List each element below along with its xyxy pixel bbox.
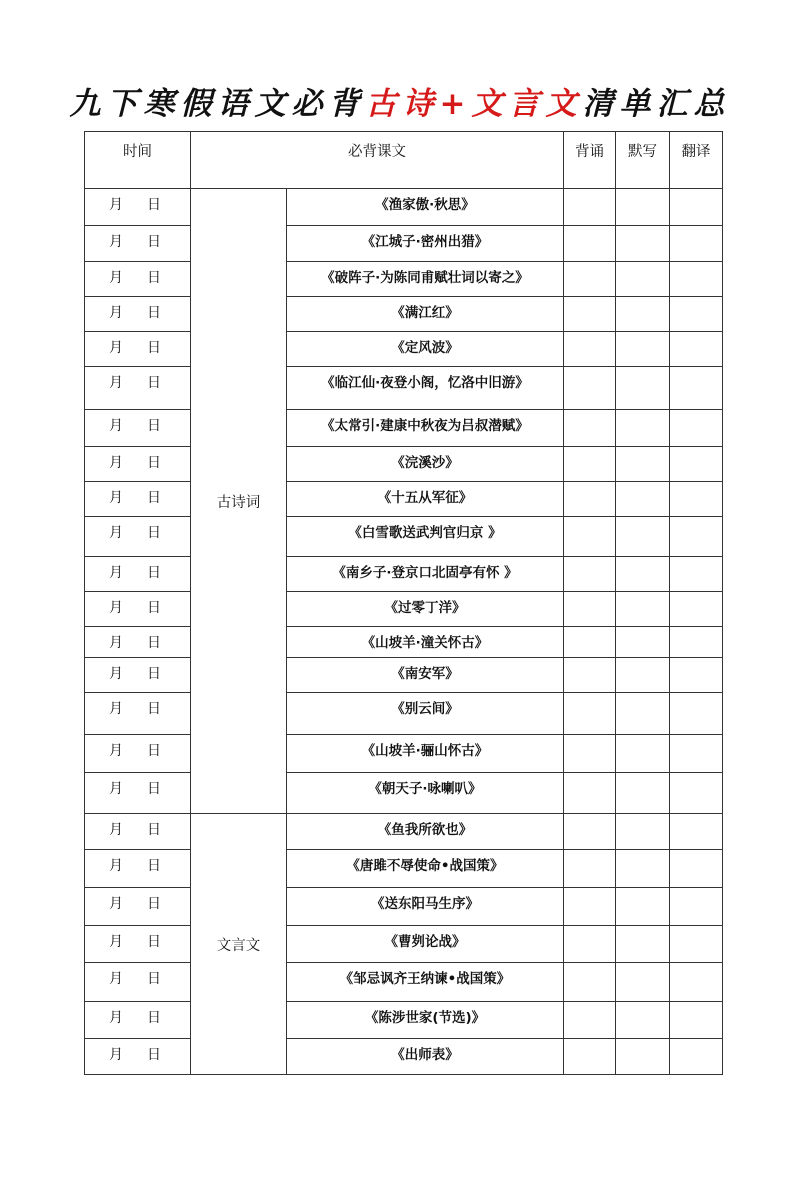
date-cell <box>85 482 191 517</box>
month-label: 月 <box>109 600 123 616</box>
date-cell <box>85 367 191 410</box>
table-row <box>85 410 723 447</box>
text-title-cell: 《定风波》 <box>287 332 564 367</box>
dictate-checkbox-cell[interactable] <box>616 814 670 850</box>
table-row <box>85 735 723 773</box>
text-title-cell: 《山坡羊·潼关怀古》 <box>287 627 564 658</box>
translate-checkbox-cell[interactable] <box>670 814 723 850</box>
recite-checkbox-cell[interactable] <box>564 963 616 1002</box>
day-label: 日 <box>147 666 161 682</box>
day-label: 日 <box>147 934 161 950</box>
header-dictate: 默写 <box>616 132 670 189</box>
recite-checkbox-cell[interactable] <box>564 693 616 735</box>
table-row <box>85 482 723 517</box>
recite-checkbox-cell[interactable] <box>564 226 616 262</box>
table-row <box>85 888 723 926</box>
text-title-cell: 《十五从军征》 <box>287 482 564 517</box>
month-label: 月 <box>109 525 123 541</box>
title-part-1: 九下寒假语文必背 <box>69 86 366 122</box>
day-label: 日 <box>147 490 161 506</box>
dictate-checkbox-cell[interactable] <box>616 926 670 963</box>
recite-checkbox-cell[interactable] <box>564 627 616 658</box>
day-label: 日 <box>147 781 161 797</box>
recite-checkbox-cell[interactable] <box>564 517 616 557</box>
date-cell <box>85 963 191 1002</box>
table-row <box>85 447 723 482</box>
date-cell <box>85 888 191 926</box>
text-title-cell: 《南安军》 <box>287 658 564 693</box>
date-cell <box>85 850 191 888</box>
dictate-checkbox-cell[interactable] <box>616 447 670 482</box>
month-label: 月 <box>109 197 123 213</box>
day-label: 日 <box>147 305 161 321</box>
translate-checkbox-cell[interactable] <box>670 557 723 592</box>
table-row <box>85 926 723 963</box>
day-label: 日 <box>147 418 161 434</box>
month-label: 月 <box>109 858 123 874</box>
translate-checkbox-cell[interactable] <box>670 517 723 557</box>
table-row <box>85 592 723 627</box>
title-part-3: 清单汇总 <box>582 86 731 122</box>
translate-checkbox-cell[interactable] <box>670 592 723 627</box>
day-label: 日 <box>147 375 161 391</box>
category-cell: 古诗词 <box>191 189 287 814</box>
dictate-checkbox-cell[interactable] <box>616 482 670 517</box>
date-cell <box>85 1039 191 1075</box>
translate-checkbox-cell[interactable] <box>670 1002 723 1039</box>
table-row <box>85 693 723 735</box>
recite-checkbox-cell[interactable] <box>564 332 616 367</box>
date-cell <box>85 627 191 658</box>
date-cell <box>85 814 191 850</box>
date-cell <box>85 773 191 814</box>
day-label: 日 <box>147 197 161 213</box>
day-label: 日 <box>147 635 161 651</box>
translate-checkbox-cell[interactable] <box>670 963 723 1002</box>
translate-checkbox-cell[interactable] <box>670 693 723 735</box>
text-title-cell: 《浣溪沙》 <box>287 447 564 482</box>
day-label: 日 <box>147 896 161 912</box>
date-cell <box>85 693 191 735</box>
dictate-checkbox-cell[interactable] <box>616 297 670 332</box>
recite-checkbox-cell[interactable] <box>564 773 616 814</box>
header-text: 必背课文 <box>191 132 564 189</box>
header-time: 时间 <box>85 132 191 189</box>
dictate-checkbox-cell[interactable] <box>616 773 670 814</box>
day-label: 日 <box>147 822 161 838</box>
table-row <box>85 627 723 658</box>
date-cell <box>85 332 191 367</box>
day-label: 日 <box>147 1010 161 1026</box>
text-title-cell: 《南乡子·登京口北固亭有怀 》 <box>287 557 564 592</box>
dictate-checkbox-cell[interactable] <box>616 627 670 658</box>
table-row <box>85 850 723 888</box>
month-label: 月 <box>109 490 123 506</box>
day-label: 日 <box>147 565 161 581</box>
text-title-cell: 《满江红》 <box>287 297 564 332</box>
dictate-checkbox-cell[interactable] <box>616 850 670 888</box>
dictate-checkbox-cell[interactable] <box>616 262 670 297</box>
month-label: 月 <box>109 743 123 759</box>
table-row <box>85 297 723 332</box>
day-label: 日 <box>147 971 161 987</box>
day-label: 日 <box>147 743 161 759</box>
month-label: 月 <box>109 340 123 356</box>
text-title-cell: 《唐雎不辱使命•战国策》 <box>287 850 564 888</box>
date-cell <box>85 557 191 592</box>
day-label: 日 <box>147 270 161 286</box>
page-title <box>0 78 800 123</box>
translate-checkbox-cell[interactable] <box>670 262 723 297</box>
recite-checkbox-cell[interactable] <box>564 592 616 627</box>
table-row <box>85 367 723 410</box>
month-label: 月 <box>109 666 123 682</box>
month-label: 月 <box>109 896 123 912</box>
recite-checkbox-cell[interactable] <box>564 367 616 410</box>
translate-checkbox-cell[interactable] <box>670 447 723 482</box>
translate-checkbox-cell[interactable] <box>670 850 723 888</box>
table-row <box>85 658 723 693</box>
month-label: 月 <box>109 822 123 838</box>
date-cell <box>85 735 191 773</box>
text-title-cell: 《邹忌讽齐王纳谏•战国策》 <box>287 963 564 1002</box>
day-label: 日 <box>147 858 161 874</box>
translate-checkbox-cell[interactable] <box>670 888 723 926</box>
translate-checkbox-cell[interactable] <box>670 332 723 367</box>
text-title-cell: 《出师表》 <box>287 1039 564 1075</box>
text-title-cell: 《鱼我所欲也》 <box>287 814 564 850</box>
recite-checkbox-cell[interactable] <box>564 735 616 773</box>
translate-checkbox-cell[interactable] <box>670 482 723 517</box>
month-label: 月 <box>109 1010 123 1026</box>
month-label: 月 <box>109 701 123 717</box>
translate-checkbox-cell[interactable] <box>670 189 723 226</box>
month-label: 月 <box>109 455 123 471</box>
recite-checkbox-cell[interactable] <box>564 1002 616 1039</box>
text-title-cell: 《送东阳马生序》 <box>287 888 564 926</box>
checklist-table <box>84 131 723 1075</box>
dictate-checkbox-cell[interactable] <box>616 693 670 735</box>
recite-checkbox-cell[interactable] <box>564 814 616 850</box>
table-row <box>85 262 723 297</box>
day-label: 日 <box>147 234 161 250</box>
date-cell <box>85 297 191 332</box>
date-cell <box>85 926 191 963</box>
translate-checkbox-cell[interactable] <box>670 658 723 693</box>
translate-checkbox-cell[interactable] <box>670 410 723 447</box>
title-part-2: 古诗+文言文 <box>365 86 583 122</box>
dictate-checkbox-cell[interactable] <box>616 367 670 410</box>
date-cell <box>85 592 191 627</box>
translate-checkbox-cell[interactable] <box>670 297 723 332</box>
translate-checkbox-cell[interactable] <box>670 773 723 814</box>
category-cell: 文言文 <box>191 814 287 1075</box>
table-row <box>85 1002 723 1039</box>
date-cell <box>85 658 191 693</box>
month-label: 月 <box>109 565 123 581</box>
month-label: 月 <box>109 1047 123 1063</box>
translate-checkbox-cell[interactable] <box>670 735 723 773</box>
text-title-cell: 《破阵子·为陈同甫赋壮词以寄之》 <box>287 262 564 297</box>
dictate-checkbox-cell[interactable] <box>616 735 670 773</box>
text-title-cell: 《山坡羊·骊山怀古》 <box>287 735 564 773</box>
dictate-checkbox-cell[interactable] <box>616 410 670 447</box>
date-cell <box>85 1002 191 1039</box>
month-label: 月 <box>109 635 123 651</box>
recite-checkbox-cell[interactable] <box>564 189 616 226</box>
dictate-checkbox-cell[interactable] <box>616 332 670 367</box>
text-title-cell: 《白雪歌送武判官归京 》 <box>287 517 564 557</box>
table-row <box>85 557 723 592</box>
month-label: 月 <box>109 934 123 950</box>
dictate-checkbox-cell[interactable] <box>616 517 670 557</box>
table-row <box>85 814 723 850</box>
text-title-cell: 《别云间》 <box>287 693 564 735</box>
month-label: 月 <box>109 305 123 321</box>
dictate-checkbox-cell[interactable] <box>616 226 670 262</box>
date-cell <box>85 517 191 557</box>
table-row <box>85 226 723 262</box>
translate-checkbox-cell[interactable] <box>670 1039 723 1075</box>
text-title-cell: 《临江仙·夜登小阁，忆洛中旧游》 <box>287 367 564 410</box>
month-label: 月 <box>109 418 123 434</box>
table-row <box>85 963 723 1002</box>
day-label: 日 <box>147 525 161 541</box>
text-title-cell: 《江城子·密州出猎》 <box>287 226 564 262</box>
day-label: 日 <box>147 455 161 471</box>
date-cell <box>85 447 191 482</box>
date-cell <box>85 410 191 447</box>
month-label: 月 <box>109 971 123 987</box>
text-title-cell: 《渔家傲·秋思》 <box>287 189 564 226</box>
header-translate: 翻译 <box>670 132 723 189</box>
table-row <box>85 332 723 367</box>
day-label: 日 <box>147 340 161 356</box>
date-cell <box>85 189 191 226</box>
day-label: 日 <box>147 1047 161 1063</box>
dictate-checkbox-cell[interactable] <box>616 1039 670 1075</box>
recite-checkbox-cell[interactable] <box>564 888 616 926</box>
table-row <box>85 517 723 557</box>
recite-checkbox-cell[interactable] <box>564 850 616 888</box>
recite-checkbox-cell[interactable] <box>564 297 616 332</box>
dictate-checkbox-cell[interactable] <box>616 658 670 693</box>
date-cell <box>85 262 191 297</box>
dictate-checkbox-cell[interactable] <box>616 592 670 627</box>
dictate-checkbox-cell[interactable] <box>616 1002 670 1039</box>
month-label: 月 <box>109 270 123 286</box>
table-row <box>85 1039 723 1075</box>
table-row <box>85 189 723 226</box>
text-title-cell: 《曹刿论战》 <box>287 926 564 963</box>
text-title-cell: 《朝天子·咏喇叭》 <box>287 773 564 814</box>
text-title-cell: 《陈涉世家(节选)》 <box>287 1002 564 1039</box>
month-label: 月 <box>109 375 123 391</box>
translate-checkbox-cell[interactable] <box>670 367 723 410</box>
recite-checkbox-cell[interactable] <box>564 262 616 297</box>
recite-checkbox-cell[interactable] <box>564 482 616 517</box>
recite-checkbox-cell[interactable] <box>564 410 616 447</box>
header-recite: 背诵 <box>564 132 616 189</box>
text-title-cell: 《太常引·建康中秋夜为吕叔潜赋》 <box>287 410 564 447</box>
date-cell <box>85 226 191 262</box>
translate-checkbox-cell[interactable] <box>670 226 723 262</box>
translate-checkbox-cell[interactable] <box>670 926 723 963</box>
dictate-checkbox-cell[interactable] <box>616 189 670 226</box>
month-label: 月 <box>109 234 123 250</box>
day-label: 日 <box>147 701 161 717</box>
recite-checkbox-cell[interactable] <box>564 1039 616 1075</box>
header-row <box>85 132 723 189</box>
recite-checkbox-cell[interactable] <box>564 926 616 963</box>
recite-checkbox-cell[interactable] <box>564 447 616 482</box>
dictate-checkbox-cell[interactable] <box>616 557 670 592</box>
recite-checkbox-cell[interactable] <box>564 658 616 693</box>
day-label: 日 <box>147 600 161 616</box>
month-label: 月 <box>109 781 123 797</box>
dictate-checkbox-cell[interactable] <box>616 963 670 1002</box>
translate-checkbox-cell[interactable] <box>670 627 723 658</box>
text-title-cell: 《过零丁洋》 <box>287 592 564 627</box>
table-row <box>85 773 723 814</box>
dictate-checkbox-cell[interactable] <box>616 888 670 926</box>
recite-checkbox-cell[interactable] <box>564 557 616 592</box>
